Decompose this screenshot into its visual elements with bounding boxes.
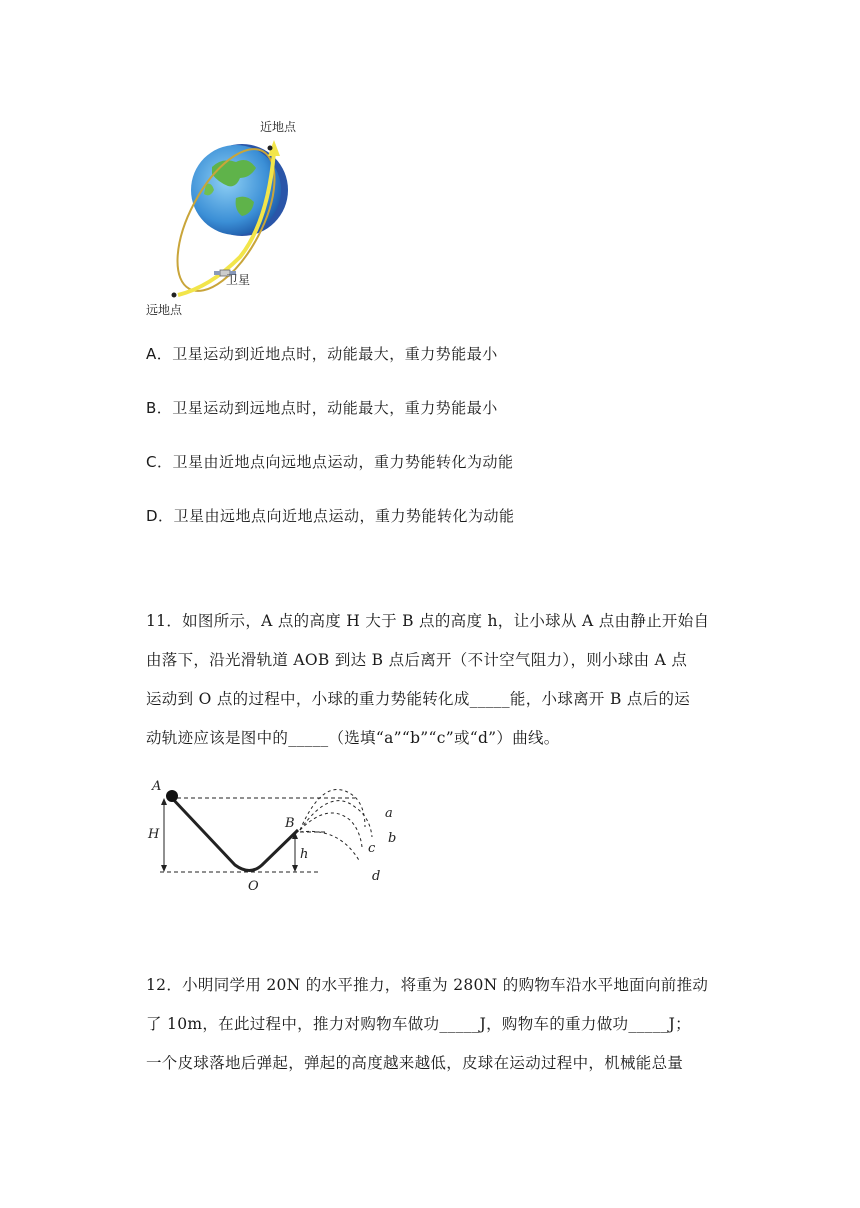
apogee-point — [172, 293, 177, 298]
satellite-label: 卫星 — [226, 273, 251, 287]
label-height-h: h — [300, 847, 309, 862]
question-line: 由落下，沿光滑轨道 AOB 到达 B 点后离开（不计空气阻力），则小球由 A 点 — [146, 651, 688, 669]
track-figure — [140, 772, 410, 897]
label-curve-b: b — [388, 831, 397, 846]
arrow-head-icon — [161, 798, 167, 805]
question-11 — [146, 602, 726, 758]
satellite-orbit-figure — [140, 112, 310, 322]
arrow-head-icon — [292, 865, 298, 872]
option-a: A．卫星运动到近地点时，动能最大，重力势能最小 — [146, 345, 498, 363]
option-b: B．卫星运动到远地点时，动能最大，重力势能最小 — [146, 399, 498, 417]
question-line: 了 10m，在此过程中，推力对购物车做功_____J，购物车的重力做功_____J； — [146, 1015, 691, 1033]
label-curve-a: a — [385, 806, 393, 821]
track-aob — [170, 796, 298, 871]
ball — [166, 790, 178, 802]
curve-a — [300, 789, 365, 830]
question-line: 动轨迹应该是图中的_____（选填“a”“b”“c”或“d”）曲线。 — [146, 729, 560, 747]
question-line: 12．小明同学用 20N 的水平推力，将重为 280N 的购物车沿水平地面向前推动 — [146, 976, 709, 994]
option-c: C．卫星由近地点向远地点运动，重力势能转化为动能 — [146, 453, 514, 471]
arrow-head-icon — [161, 865, 167, 872]
question-12 — [146, 966, 726, 1083]
perigee-point — [268, 146, 273, 151]
label-o-point: O — [248, 879, 259, 894]
label-a-point: A — [152, 779, 162, 794]
label-curve-d: d — [372, 869, 381, 884]
question-line: 运动到 O 点的过程中，小球的重力势能转化成_____能，小球离开 B 点后的运 — [146, 690, 691, 708]
question-line: 一个皮球落地后弹起，弹起的高度越来越低，皮球在运动过程中，机械能总量 — [146, 1054, 684, 1072]
label-curve-c: c — [368, 841, 376, 856]
label-b-point: B — [285, 816, 295, 831]
perigee-label: 近地点 — [260, 120, 297, 134]
curve-d — [300, 831, 360, 862]
apogee-label: 远地点 — [146, 303, 183, 317]
question-line: 11．如图所示，A 点的高度 H 大于 B 点的高度 h，让小球从 A 点由静止开始自 — [146, 612, 710, 630]
label-height-H: H — [148, 827, 160, 842]
option-d: D．卫星由远地点向近地点运动，重力势能转化为动能 — [146, 507, 515, 525]
